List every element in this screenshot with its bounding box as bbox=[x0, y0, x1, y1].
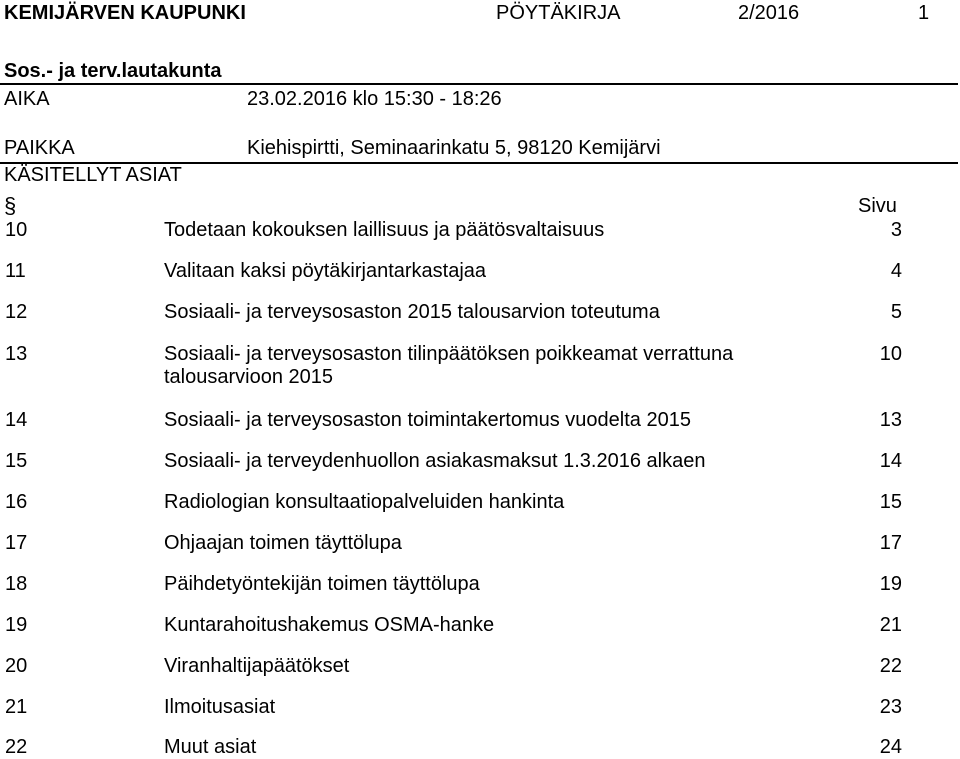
item-number: 21 bbox=[5, 696, 28, 718]
item-title: Ilmoitusasiat bbox=[164, 696, 276, 718]
item-number: 17 bbox=[5, 532, 28, 554]
section-sign-icon: § bbox=[4, 193, 17, 218]
item-number: 19 bbox=[5, 614, 28, 636]
item-page: 23 bbox=[879, 696, 902, 718]
item-number: 18 bbox=[5, 573, 28, 595]
item-number: 22 bbox=[5, 736, 28, 758]
item-page: 14 bbox=[879, 450, 902, 472]
item-number: 11 bbox=[5, 260, 26, 282]
item-number: 10 bbox=[5, 219, 28, 241]
item-title: Muut asiat bbox=[164, 736, 257, 758]
item-number: 12 bbox=[5, 301, 28, 323]
document-type: PÖYTÄKIRJA bbox=[496, 2, 621, 24]
item-title: Viranhaltijapäätökset bbox=[164, 655, 350, 677]
item-page: 22 bbox=[879, 655, 902, 677]
item-title: Sosiaali- ja terveysosaston tilinpäätöksen poikkeamat verrattuna talousarvioon 2015 bbox=[164, 343, 734, 388]
place-label: PAIKKA bbox=[4, 137, 75, 159]
item-title: Ohjaajan toimen täyttölupa bbox=[164, 532, 402, 554]
section-title: KÄSITELLYT ASIAT bbox=[4, 164, 182, 186]
item-number: 13 bbox=[5, 343, 28, 365]
item-number: 14 bbox=[5, 409, 28, 431]
time-value: 23.02.2016 klo 15:30 - 18:26 bbox=[247, 88, 502, 110]
item-title: Radiologian konsultaatiopalveluiden hankinta bbox=[164, 491, 565, 513]
item-title: Sosiaali- ja terveysosaston toimintakertomus vuodelta 2015 bbox=[164, 409, 691, 431]
item-title: Todetaan kokouksen laillisuus ja päätösvaltaisuus bbox=[164, 219, 605, 241]
board-name: Sos.- ja terv.lautakunta bbox=[4, 60, 222, 82]
page-number: 1 bbox=[918, 2, 930, 24]
item-number: 20 bbox=[5, 655, 28, 677]
item-title: Sosiaali- ja terveydenhuollon asiakasmaksut 1.3.2016 alkaen bbox=[164, 450, 706, 472]
item-title: Valitaan kaksi pöytäkirjantarkastajaa bbox=[164, 260, 487, 282]
item-page: 10 bbox=[879, 343, 902, 365]
item-title: Kuntarahoitushakemus OSMA-hanke bbox=[164, 614, 495, 636]
item-page: 5 bbox=[890, 301, 902, 323]
place-value: Kiehispirtti, Seminaarinkatu 5, 98120 Kemijärvi bbox=[247, 137, 661, 159]
item-page: 15 bbox=[879, 491, 902, 513]
page-column-label: Sivu bbox=[858, 195, 897, 217]
item-number: 15 bbox=[5, 450, 28, 472]
item-title: Päihdetyöntekijän toimen täyttölupa bbox=[164, 573, 480, 595]
organization-name: KEMIJÄRVEN KAUPUNKI bbox=[4, 2, 246, 24]
item-page: 19 bbox=[879, 573, 902, 595]
document-number: 2/2016 bbox=[738, 2, 800, 24]
item-page: 13 bbox=[879, 409, 902, 431]
item-page: 24 bbox=[879, 736, 902, 758]
item-page: 3 bbox=[890, 219, 902, 241]
item-title: Sosiaali- ja terveysosaston 2015 talousarvion toteutuma bbox=[164, 301, 660, 323]
item-page: 21 bbox=[879, 614, 902, 636]
item-page: 4 bbox=[890, 260, 902, 282]
time-label: AIKA bbox=[4, 88, 50, 110]
item-number: 16 bbox=[5, 491, 28, 513]
item-page: 17 bbox=[879, 532, 902, 554]
divider-line bbox=[0, 83, 958, 85]
